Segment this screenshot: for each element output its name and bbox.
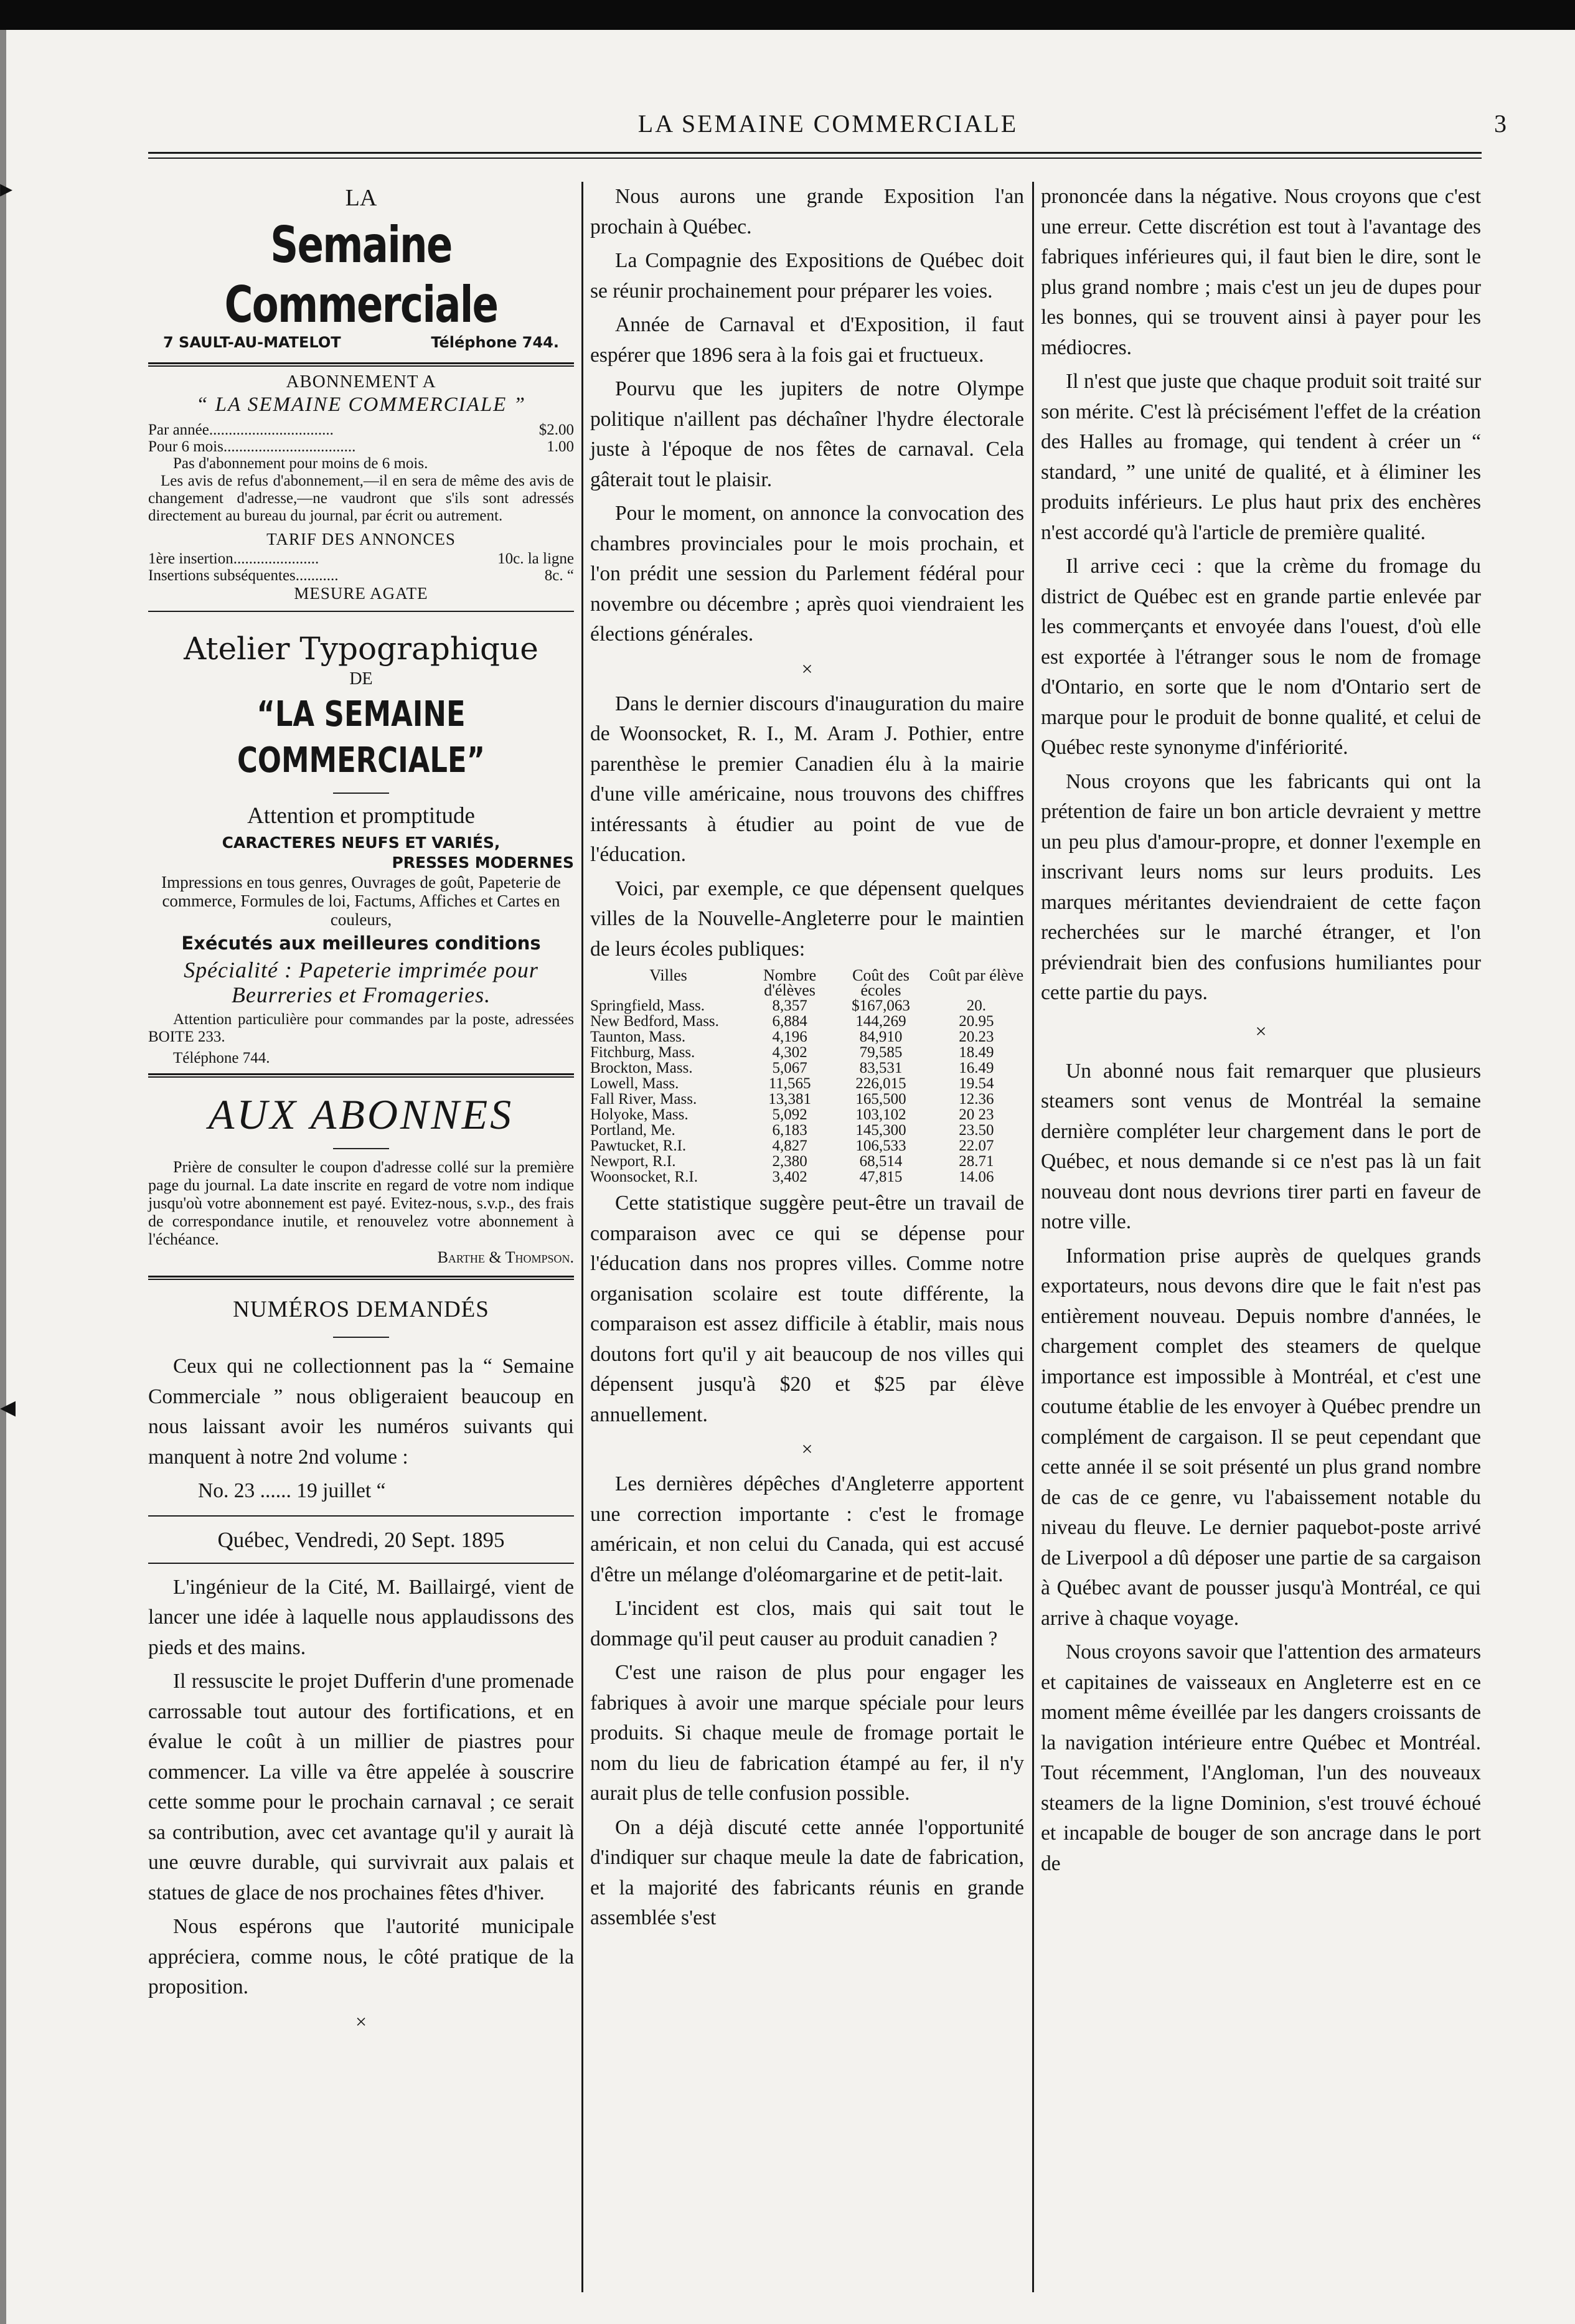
paragraph: Les dernières dépêches d'Angleterre apportent une correction importante : c'est le fromage américain, et non celui du Canada, qui est accusé d'être un mélange d'oléomargarine et de petit-lait. <box>590 1472 1024 1586</box>
table-cell: 144,269 <box>855 1013 906 1030</box>
table-header: Nombre d'élèves <box>763 966 817 999</box>
section-rule <box>148 362 574 364</box>
rate-row <box>148 438 574 455</box>
article-steamers <box>1041 1056 1481 1879</box>
table-row <box>590 1154 1024 1169</box>
separator: × <box>355 2010 367 2033</box>
atelier-ad <box>148 631 574 1067</box>
subscription-heading: ABONNEMENT A <box>286 372 436 392</box>
rate-value: $2.00 <box>538 421 574 438</box>
table-cell: 6,884 <box>772 1013 807 1030</box>
paragraph: Année de Carnaval et d'Exposition, il faut espérer que 1896 sera à la fois gai et fructueux. <box>590 313 1024 367</box>
atelier-presses: PRESSES MODERNES <box>392 854 574 872</box>
table-row <box>590 1045 1024 1060</box>
subscription-publication: “ LA SEMAINE COMMERCIALE ” <box>196 393 526 416</box>
atelier-attention: Attention et promptitude <box>247 803 475 829</box>
margin-mark: ▸ <box>0 174 13 203</box>
rate-label: Par année................................ <box>148 421 334 438</box>
paragraph: Un abonné nous fait remarquer que plusieurs steamers sont venus de Montréal la semaine dernière compléter leur chargement dans le port de Québec, et nous demande si ce n'est pas là un fait nouveau dont nous devrions tirer parti en faveur de notre ville. <box>1041 1059 1481 1233</box>
page-number: 3 <box>1494 110 1507 138</box>
table-cell: 5,067 <box>772 1060 807 1076</box>
atelier-instructions: Attention particulière pour commandes par la poste, adressées BOITE 233. <box>148 1011 574 1045</box>
abonnes-title: AUX ABONNES <box>208 1091 514 1138</box>
section-rule <box>148 1276 574 1277</box>
table-cell: 84,910 <box>859 1028 903 1045</box>
table-cell: 28.71 <box>959 1153 994 1170</box>
masthead-phone: Téléphone 744. <box>431 334 559 351</box>
table-cell: 22.07 <box>959 1137 994 1154</box>
table-cell: 14.06 <box>959 1169 994 1185</box>
section-rule <box>148 1563 574 1564</box>
table-cell: 23.50 <box>959 1122 994 1139</box>
paragraph: On a déjà discuté cette année l'opportunité d'indiquer sur chaque meule la date de fabrication, et la majorité des fabricants réunis en grande assemblée s'est <box>590 1815 1024 1929</box>
article-exposition <box>590 182 1024 650</box>
table-header: Villes <box>649 966 687 984</box>
scan-border-top <box>0 0 1575 30</box>
table-cell: Woonsocket, R.I. <box>590 1169 698 1185</box>
table-cell: 20.23 <box>959 1028 994 1045</box>
paragraph: La Compagnie des Expositions de Québec doit se réunir prochainement pour préparer les voies. <box>590 249 1024 303</box>
table-cell: 4,827 <box>772 1137 807 1154</box>
table-cell: Holyoke, Mass. <box>590 1106 689 1123</box>
column-3 <box>1041 182 1481 1883</box>
tariff-label: Insertions subséquentes........... <box>148 567 339 584</box>
table-header-row <box>590 968 1024 998</box>
rates-list <box>148 421 574 455</box>
table-cell: 11,565 <box>768 1075 811 1092</box>
atelier-executes: Exécutés aux meilleures conditions <box>181 933 541 954</box>
article-woonsocket <box>590 689 1024 965</box>
dateline: Québec, Vendredi, 20 Sept. 1895 <box>217 1527 505 1552</box>
paragraph: L'ingénieur de la Cité, M. Baillairgé, vient de lancer une idée à laquelle nous applaudissons des pieds et des mains. <box>148 1575 574 1659</box>
table-cell: 79,585 <box>859 1044 903 1061</box>
paragraph: Nous croyons savoir que l'attention des armateurs et capitaines de vaisseaux en Angleterre est en ce moment même éveillée par les dangers croissants de la navigation intérieure entre Québec et Montréal. Tout récemment, l'Angloman, l'un des nouveaux steamers de la ligne Dominion, s'est trouvé échoué et incapable de bouger de son ancrage dans le port de <box>1041 1640 1481 1875</box>
table-header: Coût par élève <box>929 966 1024 984</box>
header-rule-thin <box>148 158 1482 159</box>
section-rule <box>148 1073 574 1075</box>
table-cell: $167,063 <box>852 997 910 1014</box>
paragraph: Voici, par exemple, ce que dépensent quelques villes de la Nouvelle-Angleterre pour le maintien de leurs écoles publiques: <box>590 877 1024 961</box>
paragraph: Nous espérons que l'autorité municipale appréciera, comme nous, le côté pratique de la proposition. <box>148 1915 574 1998</box>
paragraph: Il ressuscite le projet Dufferin d'une promenade carrossable tout autour des fortifications, et en évalue le coût à un millier de piastres pour commencer. La ville va être appelée à souscrire cette somme pour le prochain carnaval ; ce serait sa contribution, avec cet avantage qu'il y aurait là une œuvre durable, qui survivrait aux palais et statues de glace de nos prochaines fêtes d'hiver. <box>148 1670 574 1904</box>
measure-label: MESURE AGATE <box>294 584 428 603</box>
section-rule <box>148 1279 574 1280</box>
table-cell: 19.54 <box>959 1075 994 1092</box>
table-row <box>590 1060 1024 1076</box>
table-row <box>590 1076 1024 1091</box>
paragraph: Nous croyons que les fabricants qui ont la prétention de faire un bon article devraient y mettre un peu plus d'amour-propre, et donner l'exemple en inscrivant leurs noms sur leurs produits. Les marques méritantes deviendraient de cette façon recherchées sur le marché étranger, et l'on préviendrait bien des confusions humiliantes pour cette partie du pays. <box>1041 769 1481 1004</box>
numeros-item: No. 23 ...... 19 juillet “ <box>198 1479 386 1502</box>
table-cell: Pawtucket, R.I. <box>590 1137 687 1154</box>
table-cell: 3,402 <box>772 1169 807 1185</box>
table-cell: 16.49 <box>959 1060 994 1076</box>
table-cell: 5,092 <box>772 1106 807 1123</box>
abonnes-signature: Barthe & Thompson. <box>437 1248 574 1266</box>
rate-label: Pour 6 mois.................................. <box>148 438 356 455</box>
table-row <box>590 1107 1024 1122</box>
table-row <box>590 1014 1024 1029</box>
tariff-row <box>148 567 574 584</box>
abonnes-text: Prière de consulter le coupon d'adresse collé sur la première page du journal. La date inscrite en regard de votre nom indique jusqu'où votre abonnement est payé. Evitez-nous, s.v.p., des frais de correspondance inutile, et renouvelez votre abonnement à l'échéance. <box>148 1158 574 1248</box>
table-cell: 83,531 <box>859 1060 903 1076</box>
paragraph: prononcée dans la négative. Nous croyons que c'est une erreur. Cette discrétion est tout à l'avantage des fabriques inférieures qui, il faut bien le dire, sont le plus grand nombre ; mais c'est un jeu de dupes pour les bonnes, qui se trouvent ainsi à payer pour les médiocres. <box>1041 185 1481 359</box>
column-divider <box>1032 182 1034 2292</box>
table-cell: 145,300 <box>855 1122 906 1139</box>
table-cell: 4,302 <box>772 1044 807 1061</box>
short-rule <box>333 793 389 794</box>
table-cell: 18.49 <box>959 1044 994 1061</box>
atelier-phone: Téléphone 744. <box>173 1050 270 1066</box>
table-cell: 20 23 <box>959 1106 994 1123</box>
numeros-notice <box>148 1296 574 1507</box>
table-cell: 106,533 <box>855 1137 906 1154</box>
page-header <box>149 109 1507 146</box>
masthead-address: 7 SAULT-AU-MATELOT <box>163 334 341 351</box>
table-cell: 2,380 <box>772 1153 807 1170</box>
article-fromage <box>590 1469 1024 1934</box>
section-rule <box>148 365 574 367</box>
table-body <box>590 998 1024 1185</box>
numeros-text: Ceux qui ne collectionnent pas la “ Semaine Commerciale ” nous obligeraient beaucoup en nous laissant avoir les numéros suivants qui manquent à notre 2nd volume : <box>148 1355 574 1469</box>
table-cell: Newport, R.I. <box>590 1153 676 1170</box>
paragraph: Cette statistique suggère peut-être un travail de comparaison avec ce qui se dépense pour l'éducation dans nos propres villes. Comme notre organisation scolaire est toute différente, la comparaison est assez difficile à établir, mais nous doutons fort qu'il y ait beaucoup de nos villes qui dépensent jusqu'à $20 et $25 par élève annuellement. <box>590 1192 1024 1426</box>
separator: × <box>1255 1019 1267 1042</box>
atelier-title: Atelier Typographique <box>184 631 538 667</box>
margin-mark: ◂ <box>0 1388 16 1424</box>
table-cell: New Bedford, Mass. <box>590 1013 719 1030</box>
table-cell: 68,514 <box>859 1153 903 1170</box>
table-cell: Portland, Me. <box>590 1122 675 1139</box>
atelier-de: DE <box>349 669 373 689</box>
subscription-note: Pas d'abonnement pour moins de 6 mois. <box>173 455 428 472</box>
atelier-impressions: Impressions en tous genres, Ouvrages de goût, Papeterie de commerce, Formules de loi, Factums, Affiches et Cartes en couleurs, <box>161 873 561 929</box>
table-cell: 226,015 <box>855 1075 906 1092</box>
section-rule <box>148 1076 574 1078</box>
masthead-title: Semaine Commerciale <box>224 216 498 334</box>
table-cell: 12.36 <box>959 1091 994 1108</box>
paragraph: Il arrive ceci : que la crème du fromage du district de Québec est en grande partie enlevée par les commerçants et envoyée dans l'ouest, d'où elle est exportée à l'étranger sous le nom de fromage d'Ontario, en sorte que le nom d'Ontario sert de marque pour le produit de bonne qualité, et celui de Québec reste synonyme d'infériorité. <box>1041 555 1481 759</box>
paragraph: Nous aurons une grande Exposition l'an prochain à Québec. <box>590 185 1024 238</box>
table-cell: 20.95 <box>959 1013 994 1030</box>
subscription-box <box>148 372 574 603</box>
column-2 <box>590 182 1024 1937</box>
table-row <box>590 1169 1024 1185</box>
masthead-address-line <box>148 334 574 351</box>
masthead <box>148 184 574 351</box>
table-cell: Fall River, Mass. <box>590 1091 697 1108</box>
paragraph: L'incident est clos, mais qui sait tout le dommage qu'il peut causer au produit canadien ? <box>590 1597 1024 1650</box>
atelier-caracteres: CARACTERES NEUFS ET VARIÉS, <box>222 834 501 852</box>
separator: × <box>801 1437 813 1460</box>
scan-border-left <box>0 30 6 2324</box>
numeros-body <box>148 1352 574 1507</box>
paragraph: C'est une raison de plus pour engager les fabriques à avoir une marque spéciale pour leurs produits. Si chaque meule de fromage portait le nom du lieu de fabrication étampé au fer, il n'y aurait plus de telle confusion possible. <box>590 1661 1024 1805</box>
section-rule <box>148 611 574 612</box>
table-cell: Taunton, Mass. <box>590 1028 686 1045</box>
tariff-label: 1ère insertion...................... <box>148 550 319 567</box>
tariff-value: 10c. la ligne <box>497 550 574 567</box>
table-row <box>590 1138 1024 1154</box>
subscription-note: Les avis de refus d'abonnement,—il en sera de même des avis de changement d'adresse,—ne vaudront que s'ils sont adressés directement au bureau du journal, par écrit ou autrement. <box>148 473 574 524</box>
atelier-specialite: Spécialité : Papeterie imprimée pour Beurreries et Fromageries. <box>184 957 538 1007</box>
table-cell: 4,196 <box>772 1028 807 1045</box>
table-cell: Springfield, Mass. <box>590 997 705 1014</box>
header-rule <box>148 152 1482 154</box>
table-header: Coût des écoles <box>852 966 910 999</box>
table-row <box>590 1091 1024 1107</box>
paragraph: Pour le moment, on annonce la convocation des chambres provinciales pour le mois prochain, et l'on prédit une session du Parlement fédéral pour novembre ou décembre ; après quoi viendraient les élections générales. <box>590 502 1024 646</box>
table-cell: 103,102 <box>855 1106 906 1123</box>
tariff-heading: TARIF DES ANNONCES <box>266 530 456 548</box>
running-title: LA SEMAINE COMMERCIALE <box>637 110 1018 138</box>
table-row <box>590 1029 1024 1045</box>
article-statistique <box>590 1188 1024 1430</box>
table-cell: Fitchburg, Mass. <box>590 1044 695 1061</box>
table-cell: Lowell, Mass. <box>590 1075 679 1092</box>
article-fortifications <box>148 1573 574 2003</box>
table-cell: 165,500 <box>855 1091 906 1108</box>
table-cell: 20. <box>966 997 986 1014</box>
table-row <box>590 998 1024 1014</box>
atelier-name: “LA SEMAINE COMMERCIALE” <box>237 694 486 781</box>
paragraph: Dans le dernier discours d'inauguration du maire de Woonsocket, R. I., M. Aram J. Pothier, entre parenthèse le premier Canadien élu à la mairie d'une ville américaine, nous trouvons des chiffres intéressants à étudier au point de vue de l'éducation. <box>590 692 1024 866</box>
rate-row <box>148 421 574 438</box>
table-row <box>590 1122 1024 1138</box>
table-cell: 8,357 <box>772 997 807 1014</box>
column-1 <box>148 182 574 2042</box>
short-rule <box>333 1337 389 1338</box>
abonnes-notice <box>148 1090 574 1267</box>
paragraph: Pourvu que les jupiters de notre Olympe politique n'aillent pas déchaîner l'hydre électorale juste à l'époque de nos fêtes de carnaval. Cela gâterait tout le plaisir. <box>590 377 1024 491</box>
table-cell: Brockton, Mass. <box>590 1060 693 1076</box>
tariff-value: 8c. “ <box>544 567 574 584</box>
short-rule <box>333 1148 389 1149</box>
column-divider <box>581 182 583 2292</box>
separator: × <box>801 657 813 680</box>
paragraph: Information prise auprès de quelques grands exportateurs, nous devons dire que le fait n'est pas entièrement nouveau. Depuis nombre d'années, le chargement complet des steamers de quelque importance est impossible à Montréal, et c'est une coutume établie de les envoyer à Québec prendre un complément de cargaison. Il se peut cependant que cette année il se soit présenté un plus grand nombre de cas de ce genre, vu l'abaissement notable du niveau du fleuve. Le dernier paquebot-poste arrivé de Liverpool a dû déposer une partie de sa cargaison à Québec avant de pousser jusqu'à Montréal, ce qui arrive à chaque voyage. <box>1041 1244 1481 1630</box>
table-cell: 47,815 <box>859 1169 903 1185</box>
masthead-la: LA <box>345 185 377 211</box>
section-rule <box>148 1515 574 1517</box>
school-costs-table <box>590 968 1024 1185</box>
rate-value: 1.00 <box>547 438 574 455</box>
table-cell: 6,183 <box>772 1122 807 1139</box>
paragraph: Il n'est que juste que chaque produit soit traité sur son mérite. C'est là précisément l'effet de la création des Halles au fromage, qui tendent à créer un “ standard, ” une unité de qualité, et à éliminer les produits inférieurs. Le plus haut prix des enchères n'est accordé qu'à l'article de première qualité. <box>1041 370 1481 544</box>
numeros-title: NUMÉROS DEMANDÉS <box>233 1297 489 1322</box>
table-cell: 13,381 <box>768 1091 811 1108</box>
tariff-row <box>148 550 574 567</box>
article-fromage-suite <box>1041 182 1481 1009</box>
